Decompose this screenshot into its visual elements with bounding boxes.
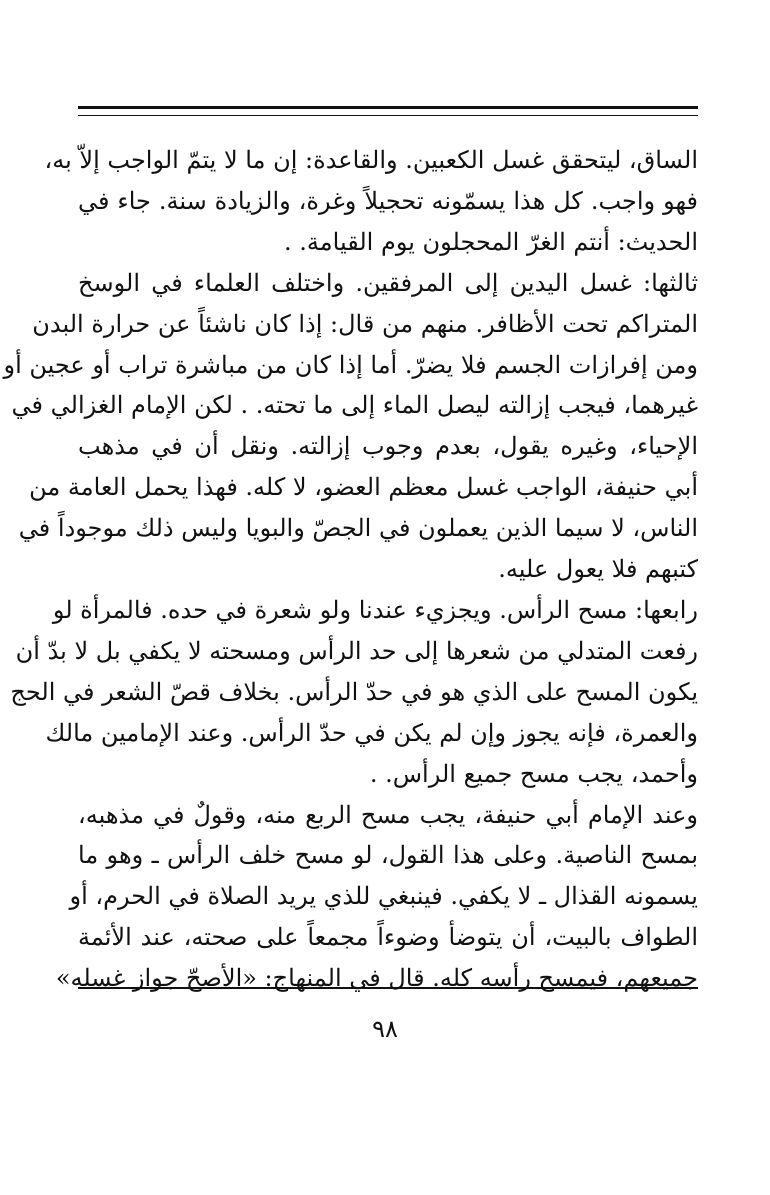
text-line: الطواف بالبيت، أن يتوضأ وضوءاً مجمعاً على صحته، عند الأئمة: [78, 923, 698, 952]
text-line: والعمرة، فإنه يجوز وإن لم يكن في حدّ الرأس. وعند الإمامين مالك: [45, 718, 698, 747]
text-line: وأحمد، يجب مسح جميع الرأس. .: [369, 759, 698, 788]
text-line: الحديث: أنتم الغرّ المحجلون يوم القيامة. .: [284, 227, 698, 256]
text-line: ثالثها: غسل اليدين إلى المرفقين. واختلف العلماء في الوسخ: [78, 268, 698, 297]
footer-rule: [78, 987, 698, 989]
text-line: وعند الإمام أبي حنيفة، يجب مسح الربع منه، وقولٌ في مذهبه،: [78, 800, 698, 829]
header-rule-thin: [78, 115, 698, 116]
header-rule-thick: [78, 106, 698, 109]
text-line: المتراكم تحت الأظافر. منهم من قال: إذا كان ناشئاً عن حرارة البدن: [32, 309, 698, 338]
text-line: رابعها: مسح الرأس. ويجزيء عندنا ولو شعرة في حده. فالمرأة لو: [52, 595, 698, 624]
text-line: جميعهم، فيمسح رأسه كله. قال في المنهاج: «الأصحّ جواز غسله»: [55, 964, 698, 993]
text-line: الساق، ليتحقق غسل الكعبين. والقاعدة: إن ما لا يتمّ الواجب إلاّ به،: [44, 146, 698, 174]
text-line: الناس، لا سيما الذين يعملون في الجصّ والبويا وليس ذلك موجوداً في: [18, 514, 698, 543]
text-line: فهو واجب. كل هذا يسمّونه تحجيلاً وغرة، والزيادة سنة. جاء في: [78, 186, 698, 215]
text-line: رفعت المتدلي من شعرها إلى حد الرأس ومسحته لا يكفي بل لا بدّ أن: [15, 636, 698, 665]
text-line: يسمونه القذال ـ لا يكفي. فينبغي للذي يريد الصلاة في الحرم، أو: [69, 882, 698, 911]
text-line: يكون المسح على الذي هو في حدّ الرأس. بخلاف قصّ الشعر في الحج: [10, 677, 698, 706]
body-text: [3, 140, 698, 999]
text-line: غيرهما، فيجب إزالته ليصل الماء إلى ما تحته. . لكن الإمام الغزالي في: [11, 391, 698, 420]
text-line: أبي حنيفة، الواجب غسل معظم العضو، لا كله. فهذا يحمل العامة من: [29, 473, 698, 502]
text-line: ومن إفرازات الجسم فلا يضرّ. أما إذا كان من مباشرة تراب أو عجين أو: [3, 350, 698, 379]
text-line: الإحياء، وغيره يقول، بعدم وجوب إزالته. ونقل أن في مذهب: [78, 432, 698, 461]
text-line: بمسح الناصية. وعلى هذا القول، لو مسح خلف الرأس ـ وهو ما: [78, 841, 698, 870]
page-number: ٩٨: [372, 1015, 398, 1043]
text-line: كتبهم فلا يعول عليه.: [498, 555, 698, 584]
